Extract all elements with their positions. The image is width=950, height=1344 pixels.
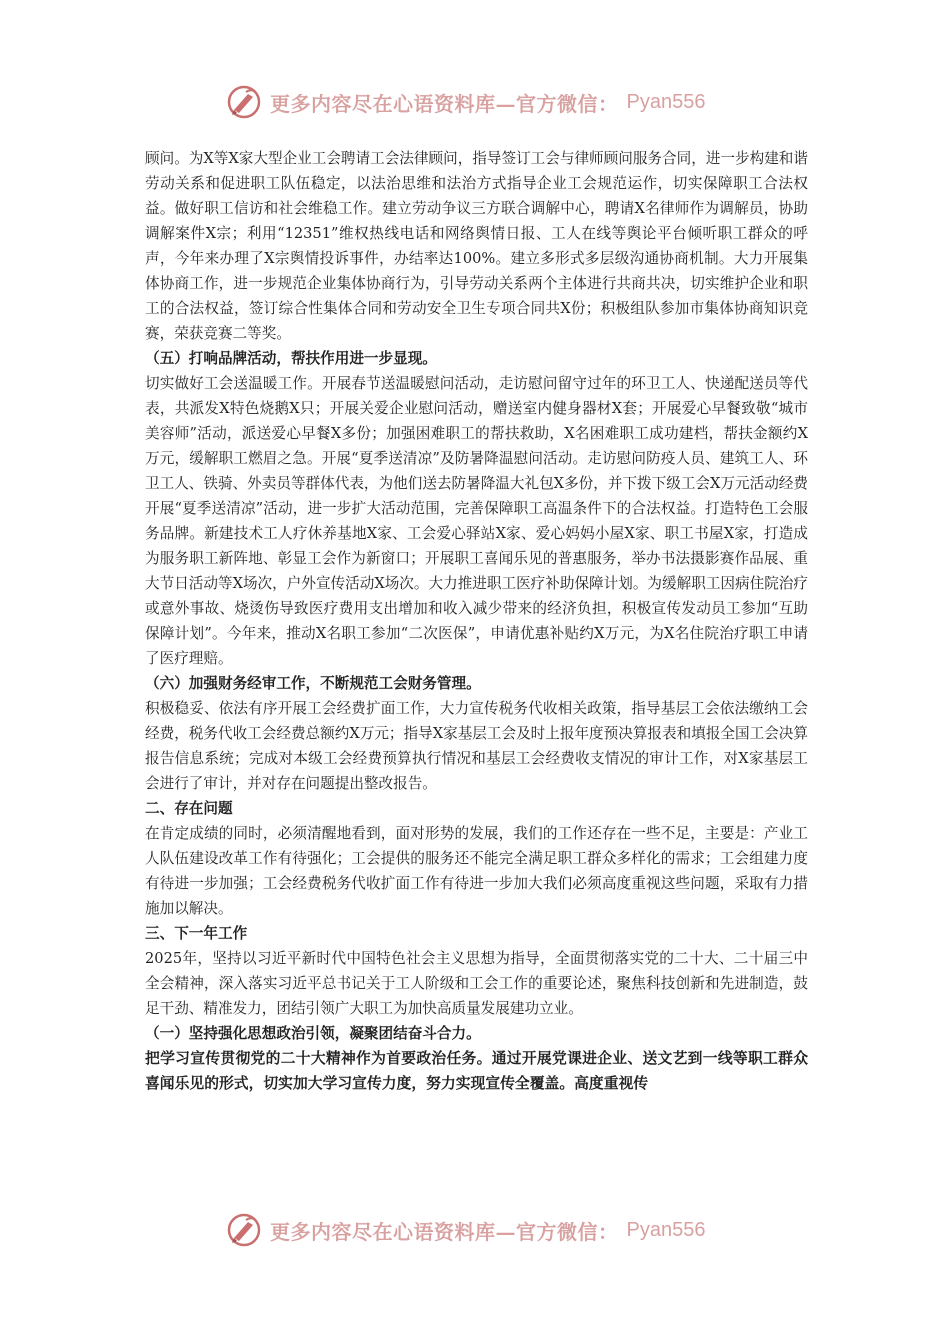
heading-section-6: （六）加强财务经审工作，不断规范工会财务管理。 — [145, 675, 481, 692]
watermark-banner-bottom — [226, 1210, 705, 1250]
banner-text: 更多内容尽在心语资料库—官方微信： — [270, 1219, 619, 1244]
pen-logo-icon — [226, 1212, 262, 1248]
paragraph-next-year: 2025年，坚持以习近平新时代中国特色社会主义思想为指导，全面贯彻落实党的二十大、二十届三中全会精神，深入落实习近平总书记关于工人阶级和工会工作的重要论述，聚焦科技创新和先进制造，鼓足干劲、精准发力，团结引领广大职工为加快高质量发展建功立业。 — [145, 950, 808, 1017]
heading-section-5: （五）打响品牌活动，帮扶作用进一步显现。 — [145, 350, 437, 367]
document-body — [145, 146, 808, 1096]
paragraph-finance-audit: 积极稳妥、依法有序开展工会经费扩面工作，大力宣传税务代收相关政策，指导基层工会依法缴纳工会经费，税务代收工会经费总额约X万元；指导X家基层工会及时上报年度预决算报表和填报全国工会决算报告信息系统；完成对本级工会经费预算执行情况和基层工会经费收支情况的审计工作，对X家基层工会进行了审计，并对存在问题提出整改报告。 — [145, 700, 808, 792]
banner-handle: Pyan556 — [626, 90, 706, 113]
heading-political-guidance: （一）坚持强化思想政治引领，凝聚团结奋斗合力。 — [145, 1025, 481, 1042]
banner-text: 更多内容尽在心语资料库—官方微信： — [270, 91, 619, 116]
pen-logo-icon — [226, 84, 262, 120]
heading-next-year: 三、下一年工作 — [145, 925, 248, 942]
paragraph-political-guidance: 把学习宣传贯彻党的二十大精神作为首要政治任务。通过开展党课进企业、送文艺到一线等职工群众喜闻乐见的形式，切实加大学习宣传力度，努力实现宣传全覆盖。高度重视传 — [145, 1050, 808, 1092]
heading-problems: 二、存在问题 — [145, 800, 233, 817]
paragraph-warmth-activities: 切实做好工会送温暖工作。开展春节送温暖慰问活动，走访慰问留守过年的环卫工人、快递配送员等代表，共派发X特色烧鹅X只；开展关爱企业慰问活动，赠送室内健身器材X套；开展爱心早餐致敬“城市美容师”活动，派送爱心早餐X多份；加强困难职工的帮扶救助，X名困难职工成功建档，帮扶金额约X万元，缓解职工燃眉之急。开展“夏季送清凉”及防暑降温慰问活动。走访慰问防疫人员、建筑工人、环卫工人、铁骑、外卖员等群体代表，为他们送去防暑降温大礼包X多份，并下拨下级工会X万元活动经费开展“夏季送清凉”活动，进一步扩大活动范围，完善保障职工高温条件下的合法权益。打造特色工会服务品牌。新建技术工人疗休养基地X家、工会爱心驿站X家、爱心妈妈小屋X家、职工书屋X家，打造成为服务职工新阵地、彰显工会作为新窗口；开展职工喜闻乐见的普惠服务，举办书法摄影赛作品展、重大节日活动等X场次，户外宣传活动X场次。大力推进职工医疗补助保障计划。为缓解职工因病住院治疗或意外事故、烧烫伤导致医疗费用支出增加和收入减少带来的经济负担，积极宣传发动员工参加“互助保障计划”。今年来，推动X名职工参加“二次医保”，申请优惠补贴约X万元，为X名住院治疗职工申请了医疗理赔。 — [145, 375, 808, 667]
banner-handle: Pyan556 — [626, 1218, 706, 1241]
paragraph-problems: 在肯定成绩的同时，必须清醒地看到，面对形势的发展，我们的工作还存在一些不足，主要是：产业工人队伍建设改革工作有待强化；工会提供的服务还不能完全满足职工群众多样化的需求；工会组建力度有待进一步加强；工会经费税务代收扩面工作有待进一步加大我们必须高度重视这些问题，采取有力措施加以解决。 — [145, 825, 808, 917]
paragraph-legal-rights: 顾问。为X等X家大型企业工会聘请工会法律顾问，指导签订工会与律师顾问服务合同，进一步构建和谐劳动关系和促进职工队伍稳定，以法治思维和法治方式指导企业工会规范运作，切实保障职工合法权益。做好职工信访和社会维稳工作。建立劳动争议三方联合调解中心，聘请X名律师作为调解员，协助调解案件X宗；利用“12351”维权热线电话和网络舆情日报、工人在线等舆论平台倾听职工群众的呼声，今年来办理了X宗舆情投诉事件，办结率达100%。建立多形式多层级沟通协商机制。大力开展集体协商工作，进一步规范企业集体协商行为，引导劳动关系两个主体进行共商共决，切实维护企业和职工的合法权益，签订综合性集体合同和劳动安全卫生专项合同共X份；积极组队参加市集体协商知识竞赛，荣获竞赛二等奖。 — [145, 150, 808, 342]
watermark-banner-top — [226, 82, 705, 122]
